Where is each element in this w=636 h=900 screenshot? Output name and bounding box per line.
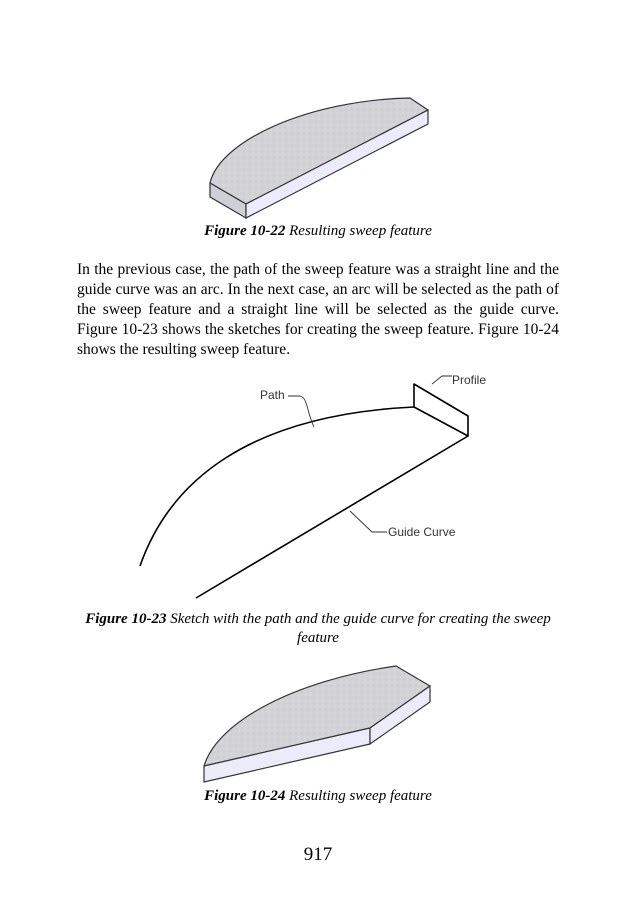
figure-number: Figure 10-22	[204, 223, 286, 239]
figure-caption-text: Resulting sweep feature	[289, 223, 432, 239]
page-number: 917	[303, 844, 333, 865]
figure-caption-text: Resulting sweep feature	[289, 788, 432, 804]
figure-10-23-caption	[80, 610, 556, 648]
figure-number: Figure 10-23	[85, 611, 167, 627]
figure-10-24-caption	[60, 787, 576, 806]
figure-caption-text: Sketch with the path and the guide curve for creating the sweep feature	[170, 611, 551, 646]
figure-10-23-image	[130, 370, 510, 602]
figure-10-22-image	[200, 90, 440, 222]
figure-number: Figure 10-24	[204, 788, 286, 804]
path-label: Path	[260, 388, 285, 402]
figure-10-22-caption	[60, 222, 576, 241]
guide-curve-label: Guide Curve	[388, 525, 456, 539]
body-paragraph: In the previous case, the path of the sweep feature was a straight line and the guide curve was an arc. In the next case, an arc will be selected as the path of the sweep feature and a straight line will be selected as the guide curve. Figure 10-23 shows the sketches for creating the sweep feature. Figure 10-24 shows the resulting sweep feature.	[77, 261, 559, 358]
profile-label: Profile	[452, 373, 487, 387]
figure-10-24-image	[198, 660, 438, 786]
